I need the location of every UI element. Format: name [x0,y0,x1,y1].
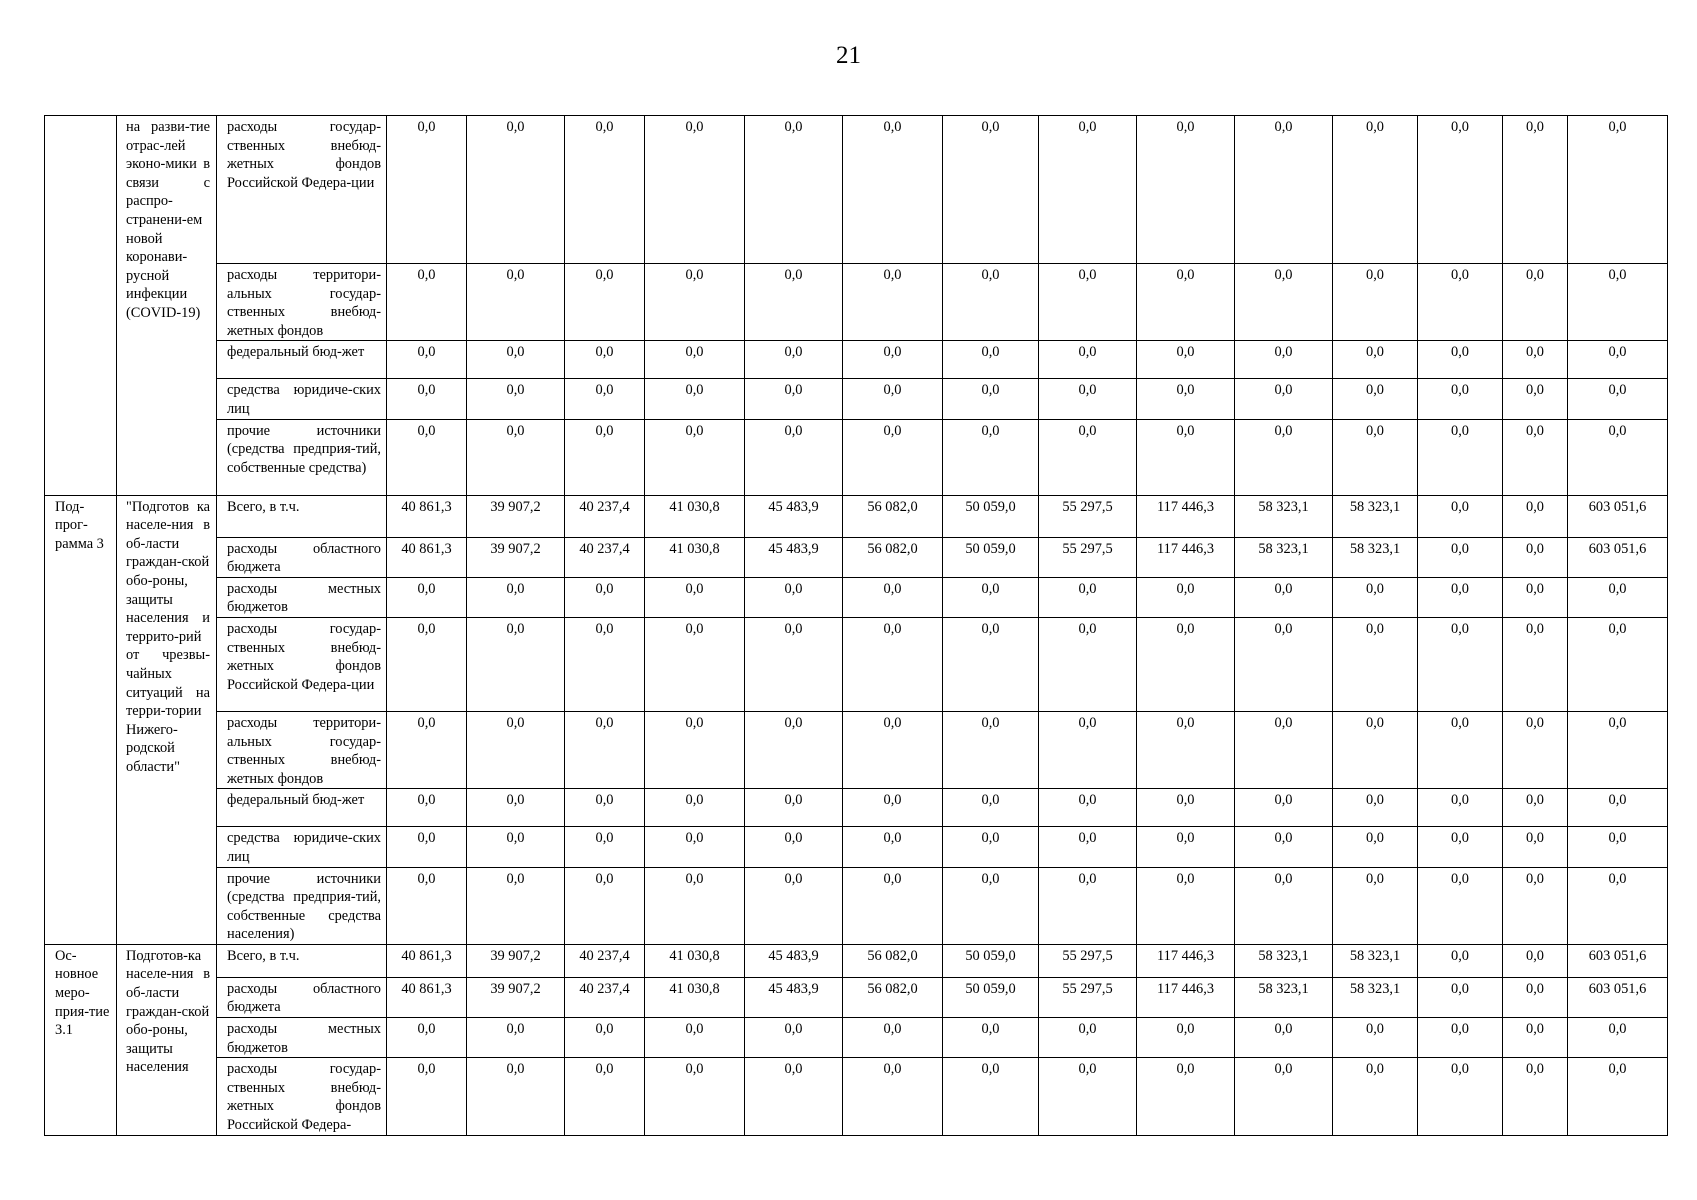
amount-cell: 0,0 [1333,116,1418,264]
amount-cell: 0,0 [387,1018,467,1058]
amount-cell: 50 059,0 [943,537,1039,577]
funding-source-label: расходы территори-альных государ-ственных внебюд-жетных фондов [217,264,387,341]
amount-cell: 0,0 [1418,379,1503,419]
amount-cell: 0,0 [467,577,565,617]
amount-cell: 0,0 [645,341,745,379]
amount-cell: 0,0 [1137,789,1235,827]
amount-cell: 0,0 [1503,1018,1568,1058]
amount-cell: 0,0 [1235,827,1333,867]
amount-cell: 0,0 [1568,577,1668,617]
amount-cell: 0,0 [1137,341,1235,379]
amount-cell: 0,0 [1418,1018,1503,1058]
amount-cell: 117 446,3 [1137,977,1235,1017]
amount-cell: 58 323,1 [1333,495,1418,537]
amount-cell: 0,0 [1418,711,1503,788]
amount-cell: 0,0 [645,617,745,711]
table-row [45,1018,1668,1058]
amount-cell: 0,0 [565,827,645,867]
amount-cell: 0,0 [467,1018,565,1058]
amount-cell: 0,0 [1333,711,1418,788]
amount-cell: 0,0 [1503,867,1568,944]
amount-cell: 0,0 [387,379,467,419]
amount-cell: 117 446,3 [1137,537,1235,577]
amount-cell: 40 861,3 [387,944,467,977]
amount-cell: 0,0 [1235,711,1333,788]
amount-cell: 0,0 [1235,1058,1333,1135]
amount-cell: 50 059,0 [943,495,1039,537]
amount-cell: 117 446,3 [1137,495,1235,537]
amount-cell: 0,0 [1039,1058,1137,1135]
amount-cell: 0,0 [1568,116,1668,264]
amount-cell: 0,0 [1503,789,1568,827]
program-code-cell: Под-прог-рамма 3 [45,495,117,944]
amount-cell: 0,0 [1137,379,1235,419]
amount-cell: 45 483,9 [745,495,843,537]
amount-cell: 0,0 [1418,1058,1503,1135]
amount-cell: 0,0 [1137,617,1235,711]
table-row [45,264,1668,341]
amount-cell: 0,0 [467,341,565,379]
amount-cell: 0,0 [565,341,645,379]
amount-cell: 0,0 [1503,617,1568,711]
amount-cell: 0,0 [1568,711,1668,788]
amount-cell: 0,0 [1039,379,1137,419]
table-row [45,617,1668,711]
amount-cell: 0,0 [565,617,645,711]
amount-cell: 0,0 [943,379,1039,419]
program-code-cell [45,116,117,496]
amount-cell: 0,0 [943,711,1039,788]
amount-cell: 0,0 [943,264,1039,341]
funding-source-label: расходы областного бюджета [217,977,387,1017]
amount-cell: 0,0 [745,264,843,341]
amount-cell: 0,0 [387,867,467,944]
table-row [45,867,1668,944]
table-row [45,944,1668,977]
table-row [45,495,1668,537]
amount-cell: 0,0 [1568,419,1668,495]
amount-cell: 0,0 [1568,617,1668,711]
amount-cell: 0,0 [467,789,565,827]
amount-cell: 0,0 [565,711,645,788]
amount-cell: 0,0 [1503,711,1568,788]
funding-source-label: федеральный бюд-жет [217,789,387,827]
amount-cell: 0,0 [1235,341,1333,379]
amount-cell: 0,0 [1039,419,1137,495]
amount-cell: 0,0 [1333,1058,1418,1135]
amount-cell: 0,0 [1137,827,1235,867]
amount-cell: 56 082,0 [843,977,943,1017]
amount-cell: 41 030,8 [645,537,745,577]
table-row [45,379,1668,419]
amount-cell: 56 082,0 [843,537,943,577]
amount-cell: 39 907,2 [467,537,565,577]
amount-cell: 0,0 [1039,341,1137,379]
funding-source-label: расходы государ-ственных внебюд-жетных фондов Российской Федера-ции [217,116,387,264]
funding-source-label: Всего, в т.ч. [217,495,387,537]
amount-cell: 0,0 [645,827,745,867]
amount-cell: 0,0 [467,264,565,341]
amount-cell: 0,0 [843,419,943,495]
amount-cell: 0,0 [745,827,843,867]
amount-cell: 0,0 [1039,1018,1137,1058]
amount-cell: 0,0 [745,789,843,827]
funding-source-label: расходы территори-альных государ-ственных внебюд-жетных фондов [217,711,387,788]
amount-cell: 58 323,1 [1333,977,1418,1017]
amount-cell: 0,0 [1503,264,1568,341]
amount-cell: 0,0 [565,1058,645,1135]
table-row [45,1058,1668,1135]
amount-cell: 0,0 [565,789,645,827]
amount-cell: 603 051,6 [1568,977,1668,1017]
amount-cell: 0,0 [1418,537,1503,577]
amount-cell: 40 237,4 [565,537,645,577]
amount-cell: 0,0 [943,419,1039,495]
amount-cell: 0,0 [1418,867,1503,944]
amount-cell: 0,0 [1137,1018,1235,1058]
table-body [45,116,1668,1136]
amount-cell: 0,0 [843,827,943,867]
amount-cell: 0,0 [1568,1058,1668,1135]
amount-cell: 0,0 [745,577,843,617]
amount-cell: 0,0 [1418,789,1503,827]
amount-cell: 0,0 [645,867,745,944]
amount-cell: 0,0 [943,116,1039,264]
amount-cell: 0,0 [1333,617,1418,711]
amount-cell: 0,0 [1418,944,1503,977]
amount-cell: 0,0 [387,711,467,788]
amount-cell: 39 907,2 [467,944,565,977]
amount-cell: 0,0 [1039,617,1137,711]
amount-cell: 0,0 [843,789,943,827]
amount-cell: 0,0 [1568,867,1668,944]
amount-cell: 0,0 [1568,264,1668,341]
amount-cell: 58 323,1 [1235,944,1333,977]
amount-cell: 0,0 [645,1058,745,1135]
amount-cell: 0,0 [843,1058,943,1135]
amount-cell: 58 323,1 [1235,977,1333,1017]
amount-cell: 0,0 [1235,419,1333,495]
amount-cell: 0,0 [1503,341,1568,379]
amount-cell: 0,0 [1333,577,1418,617]
amount-cell: 0,0 [467,711,565,788]
amount-cell: 0,0 [1418,495,1503,537]
amount-cell: 0,0 [1333,1018,1418,1058]
amount-cell: 0,0 [565,116,645,264]
amount-cell: 0,0 [1503,495,1568,537]
table-row [45,341,1668,379]
amount-cell: 0,0 [1568,379,1668,419]
amount-cell: 0,0 [1333,827,1418,867]
amount-cell: 0,0 [565,419,645,495]
amount-cell: 0,0 [1235,867,1333,944]
amount-cell: 0,0 [745,1018,843,1058]
amount-cell: 0,0 [745,711,843,788]
amount-cell: 0,0 [1503,827,1568,867]
amount-cell: 0,0 [467,867,565,944]
amount-cell: 0,0 [843,341,943,379]
amount-cell: 0,0 [467,116,565,264]
funding-source-label: федеральный бюд-жет [217,341,387,379]
amount-cell: 0,0 [1137,264,1235,341]
funding-table [44,115,1668,1136]
amount-cell: 0,0 [645,577,745,617]
table-row [45,116,1668,264]
amount-cell: 0,0 [1039,116,1137,264]
amount-cell: 0,0 [843,379,943,419]
amount-cell: 39 907,2 [467,977,565,1017]
amount-cell: 40 861,3 [387,495,467,537]
amount-cell: 0,0 [565,867,645,944]
amount-cell: 0,0 [843,711,943,788]
amount-cell: 40 237,4 [565,495,645,537]
amount-cell: 41 030,8 [645,977,745,1017]
amount-cell: 0,0 [1137,711,1235,788]
amount-cell: 0,0 [467,379,565,419]
amount-cell: 603 051,6 [1568,944,1668,977]
amount-cell: 0,0 [565,379,645,419]
amount-cell: 0,0 [645,419,745,495]
amount-cell: 0,0 [387,617,467,711]
amount-cell: 0,0 [1418,419,1503,495]
amount-cell: 0,0 [565,1018,645,1058]
amount-cell: 0,0 [1137,867,1235,944]
amount-cell: 41 030,8 [645,944,745,977]
amount-cell: 55 297,5 [1039,495,1137,537]
amount-cell: 0,0 [1418,264,1503,341]
amount-cell: 0,0 [943,1058,1039,1135]
amount-cell: 0,0 [943,341,1039,379]
amount-cell: 0,0 [1418,827,1503,867]
amount-cell: 0,0 [745,379,843,419]
amount-cell: 0,0 [745,116,843,264]
amount-cell: 0,0 [387,116,467,264]
amount-cell: 0,0 [1333,379,1418,419]
amount-cell: 0,0 [1235,264,1333,341]
funding-source-label: Всего, в т.ч. [217,944,387,977]
amount-cell: 0,0 [1568,789,1668,827]
amount-cell: 0,0 [1568,827,1668,867]
amount-cell: 0,0 [387,419,467,495]
amount-cell: 0,0 [1235,577,1333,617]
program-title-cell: Подготов-ка населе-ния в об-ласти граждан-ской обо-роны, защиты населения [117,944,217,1135]
program-title-cell: "Подготов ка населе-ния в об-ласти граждан-ской обо-роны, защиты населения и террито-рий от чрезвы-чайных ситуаций на терри-тории Нижего-родской области" [117,495,217,944]
amount-cell: 0,0 [745,867,843,944]
amount-cell: 0,0 [745,1058,843,1135]
amount-cell: 0,0 [1137,419,1235,495]
table-row [45,577,1668,617]
amount-cell: 40 861,3 [387,977,467,1017]
amount-cell: 0,0 [467,419,565,495]
funding-source-label: расходы местных бюджетов [217,577,387,617]
amount-cell: 0,0 [745,341,843,379]
amount-cell: 0,0 [1039,577,1137,617]
amount-cell: 0,0 [387,264,467,341]
amount-cell: 0,0 [1333,867,1418,944]
amount-cell: 0,0 [1333,789,1418,827]
table-row [45,977,1668,1017]
amount-cell: 58 323,1 [1235,537,1333,577]
amount-cell: 0,0 [1503,537,1568,577]
amount-cell: 0,0 [1039,789,1137,827]
amount-cell: 0,0 [645,264,745,341]
amount-cell: 58 323,1 [1333,537,1418,577]
amount-cell: 0,0 [1333,341,1418,379]
program-title-cell: на разви-тие отрас-лей эконо-мики в связи с распро-странени-ем новой коронави-русной инфекции (COVID-19) [117,116,217,496]
amount-cell: 50 059,0 [943,944,1039,977]
funding-source-label: средства юридиче-ских лиц [217,379,387,419]
table-row [45,419,1668,495]
amount-cell: 0,0 [565,577,645,617]
amount-cell: 56 082,0 [843,495,943,537]
amount-cell: 0,0 [1039,827,1137,867]
amount-cell: 0,0 [1503,1058,1568,1135]
amount-cell: 0,0 [1503,116,1568,264]
amount-cell: 0,0 [387,341,467,379]
amount-cell: 0,0 [645,789,745,827]
amount-cell: 58 323,1 [1235,495,1333,537]
amount-cell: 0,0 [843,617,943,711]
amount-cell: 45 483,9 [745,977,843,1017]
amount-cell: 0,0 [645,116,745,264]
amount-cell: 0,0 [1137,577,1235,617]
amount-cell: 40 237,4 [565,977,645,1017]
amount-cell: 50 059,0 [943,977,1039,1017]
amount-cell: 41 030,8 [645,495,745,537]
amount-cell: 0,0 [1333,264,1418,341]
amount-cell: 0,0 [387,827,467,867]
amount-cell: 0,0 [1418,341,1503,379]
amount-cell: 0,0 [843,867,943,944]
table-row [45,537,1668,577]
amount-cell: 0,0 [943,617,1039,711]
amount-cell: 55 297,5 [1039,944,1137,977]
amount-cell: 0,0 [843,1018,943,1058]
amount-cell: 0,0 [745,419,843,495]
amount-cell: 0,0 [565,264,645,341]
table-row [45,711,1668,788]
amount-cell: 0,0 [1418,617,1503,711]
amount-cell: 0,0 [387,789,467,827]
table-row [45,789,1668,827]
amount-cell: 0,0 [1137,1058,1235,1135]
amount-cell: 0,0 [1039,711,1137,788]
amount-cell: 0,0 [467,827,565,867]
amount-cell: 45 483,9 [745,537,843,577]
funding-source-label: расходы местных бюджетов [217,1018,387,1058]
amount-cell: 0,0 [467,617,565,711]
amount-cell: 0,0 [645,1018,745,1058]
amount-cell: 603 051,6 [1568,495,1668,537]
amount-cell: 0,0 [943,867,1039,944]
funding-source-label: расходы государ-ственных внебюд-жетных фондов Российской Федера-ции [217,617,387,711]
amount-cell: 0,0 [843,116,943,264]
amount-cell: 117 446,3 [1137,944,1235,977]
amount-cell: 0,0 [1333,419,1418,495]
amount-cell: 0,0 [387,1058,467,1135]
amount-cell: 0,0 [387,577,467,617]
amount-cell: 0,0 [467,1058,565,1135]
funding-source-label: прочие источники (средства предприя-тий, собственные средства) [217,419,387,495]
amount-cell: 0,0 [1235,116,1333,264]
program-code-cell: Ос-новное меро-прия-тие 3.1 [45,944,117,1135]
amount-cell: 0,0 [1418,577,1503,617]
funding-source-label: расходы государ-ственных внебюд-жетных фондов Российской Федера- [217,1058,387,1135]
amount-cell: 0,0 [1503,419,1568,495]
amount-cell: 0,0 [943,827,1039,867]
amount-cell: 0,0 [1503,944,1568,977]
amount-cell: 0,0 [1503,379,1568,419]
amount-cell: 39 907,2 [467,495,565,537]
amount-cell: 56 082,0 [843,944,943,977]
amount-cell: 0,0 [1235,379,1333,419]
amount-cell: 0,0 [1503,577,1568,617]
amount-cell: 40 861,3 [387,537,467,577]
amount-cell: 55 297,5 [1039,977,1137,1017]
amount-cell: 0,0 [943,1018,1039,1058]
amount-cell: 55 297,5 [1039,537,1137,577]
page-number: 21 [836,42,861,69]
amount-cell: 0,0 [943,577,1039,617]
amount-cell: 0,0 [1039,264,1137,341]
amount-cell: 0,0 [1418,116,1503,264]
table-row [45,827,1668,867]
amount-cell: 0,0 [1235,789,1333,827]
amount-cell: 0,0 [943,789,1039,827]
amount-cell: 0,0 [1503,977,1568,1017]
funding-source-label: расходы областного бюджета [217,537,387,577]
amount-cell: 0,0 [843,264,943,341]
funding-source-label: средства юридиче-ских лиц [217,827,387,867]
amount-cell: 0,0 [745,617,843,711]
amount-cell: 0,0 [1137,116,1235,264]
amount-cell: 0,0 [1568,341,1668,379]
amount-cell: 0,0 [1568,1018,1668,1058]
amount-cell: 45 483,9 [745,944,843,977]
amount-cell: 40 237,4 [565,944,645,977]
amount-cell: 58 323,1 [1333,944,1418,977]
amount-cell: 0,0 [645,379,745,419]
amount-cell: 0,0 [1235,617,1333,711]
funding-source-label: прочие источники (средства предприя-тий, собственные средства населения) [217,867,387,944]
amount-cell: 603 051,6 [1568,537,1668,577]
amount-cell: 0,0 [645,711,745,788]
amount-cell: 0,0 [1039,867,1137,944]
amount-cell: 0,0 [1418,977,1503,1017]
amount-cell: 0,0 [1235,1018,1333,1058]
amount-cell: 0,0 [843,577,943,617]
